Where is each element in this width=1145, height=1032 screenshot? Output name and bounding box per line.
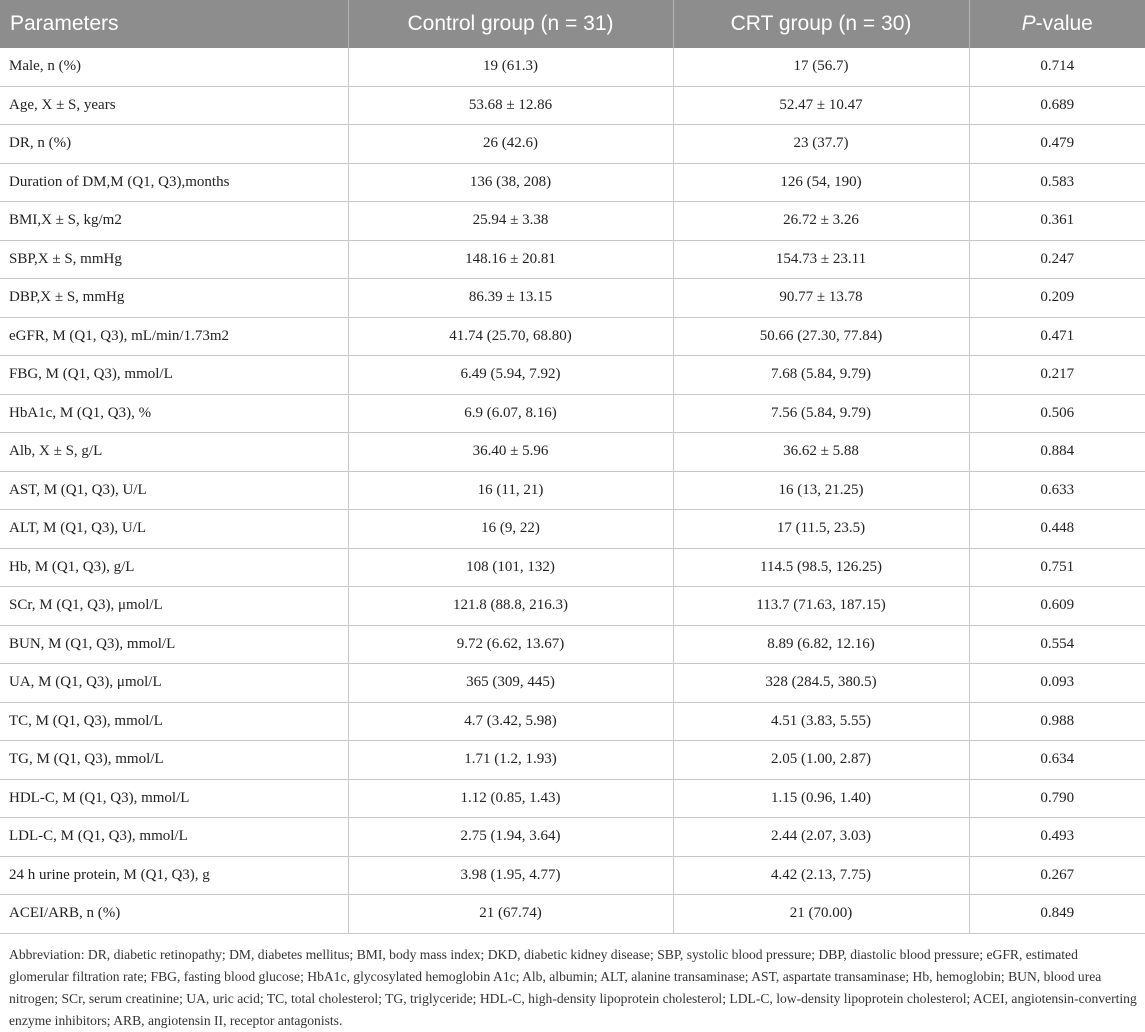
table-row [0, 317, 1145, 356]
cell-parameter: DBP,X ± S, mmHg [0, 279, 348, 318]
cell-p-value: 0.361 [969, 202, 1145, 241]
cell-parameter: SBP,X ± S, mmHg [0, 240, 348, 279]
cell-control-group: 6.9 (6.07, 8.16) [348, 394, 673, 433]
cell-p-value: 0.506 [969, 394, 1145, 433]
table-header [0, 0, 1145, 48]
cell-control-group: 36.40 ± 5.96 [348, 433, 673, 472]
table-row [0, 741, 1145, 780]
cell-p-value: 0.714 [969, 48, 1145, 86]
table-row [0, 394, 1145, 433]
cell-crt-group: 4.51 (3.83, 5.55) [673, 702, 969, 741]
table-row [0, 86, 1145, 125]
header-p-value-rest: -value [1035, 12, 1093, 35]
cell-crt-group: 113.7 (71.63, 187.15) [673, 587, 969, 626]
cell-parameter: Hb, M (Q1, Q3), g/L [0, 548, 348, 587]
cell-p-value: 0.790 [969, 779, 1145, 818]
table-row [0, 163, 1145, 202]
table-row [0, 664, 1145, 703]
cell-parameter: BUN, M (Q1, Q3), mmol/L [0, 625, 348, 664]
cell-parameter: ACEI/ARB, n (%) [0, 895, 348, 934]
cell-parameter: 24 h urine protein, M (Q1, Q3), g [0, 856, 348, 895]
cell-control-group: 365 (309, 445) [348, 664, 673, 703]
cell-crt-group: 2.44 (2.07, 3.03) [673, 818, 969, 857]
cell-crt-group: 26.72 ± 3.26 [673, 202, 969, 241]
cell-control-group: 16 (9, 22) [348, 510, 673, 549]
cell-control-group: 2.75 (1.94, 3.64) [348, 818, 673, 857]
cell-p-value: 0.554 [969, 625, 1145, 664]
cell-control-group: 86.39 ± 13.15 [348, 279, 673, 318]
cell-p-value: 0.751 [969, 548, 1145, 587]
cell-parameter: AST, M (Q1, Q3), U/L [0, 471, 348, 510]
table-row [0, 818, 1145, 857]
cell-parameter: ALT, M (Q1, Q3), U/L [0, 510, 348, 549]
table-row [0, 625, 1145, 664]
table-row [0, 587, 1145, 626]
header-p-value [969, 0, 1145, 48]
abbreviation-footnote: Abbreviation: DR, diabetic retinopathy; DM, diabetes mellitus; BMI, body mass index; DKD, diabetic kidney disease; SBP, systolic blood pressure; DBP, diastolic blood pressure; eGFR, estimated glomerular filtration rate; FBG, fasting blood glucose; HbA1c, glycosylated hemoglobin A1c; Alb, albumin; ALT, alanine transaminase; AST, aspartate transaminase; Hb, hemoglobin; BUN, blood urea nitrogen; SCr, serum creatinine; UA, uric acid; TC, total cholesterol; TG, triglyceride; HDL-C, high-density lipoprotein cholesterol; LDL-C, low-density lipoprotein cholesterol; ACEI, angiotensin-converting enzyme inhibitors; ARB, angiotensin II, receptor antagonists. [9, 946, 1137, 1028]
table-row [0, 48, 1145, 86]
cell-p-value: 0.689 [969, 86, 1145, 125]
cell-control-group: 21 (67.74) [348, 895, 673, 934]
cell-p-value: 0.884 [969, 433, 1145, 472]
cell-p-value: 0.448 [969, 510, 1145, 549]
cell-crt-group: 154.73 ± 23.11 [673, 240, 969, 279]
table-row [0, 702, 1145, 741]
cell-crt-group: 328 (284.5, 380.5) [673, 664, 969, 703]
cell-p-value: 0.093 [969, 664, 1145, 703]
cell-crt-group: 126 (54, 190) [673, 163, 969, 202]
cell-crt-group: 21 (70.00) [673, 895, 969, 934]
cell-parameter: TC, M (Q1, Q3), mmol/L [0, 702, 348, 741]
cell-control-group: 53.68 ± 12.86 [348, 86, 673, 125]
cell-control-group: 19 (61.3) [348, 48, 673, 86]
cell-control-group: 148.16 ± 20.81 [348, 240, 673, 279]
cell-parameter: BMI,X ± S, kg/m2 [0, 202, 348, 241]
cell-control-group: 25.94 ± 3.38 [348, 202, 673, 241]
cell-control-group: 108 (101, 132) [348, 548, 673, 587]
table-row [0, 240, 1145, 279]
cell-p-value: 0.267 [969, 856, 1145, 895]
cell-control-group: 16 (11, 21) [348, 471, 673, 510]
table-row [0, 125, 1145, 164]
cell-parameter: LDL-C, M (Q1, Q3), mmol/L [0, 818, 348, 857]
table-row [0, 279, 1145, 318]
table-row [0, 356, 1145, 395]
cell-crt-group: 90.77 ± 13.78 [673, 279, 969, 318]
table-row [0, 548, 1145, 587]
cell-p-value: 0.493 [969, 818, 1145, 857]
cell-p-value: 0.479 [969, 125, 1145, 164]
table-row [0, 433, 1145, 472]
header-control-group: Control group (n = 31) [348, 0, 673, 48]
cell-crt-group: 8.89 (6.82, 12.16) [673, 625, 969, 664]
cell-control-group: 41.74 (25.70, 68.80) [348, 317, 673, 356]
cell-p-value: 0.633 [969, 471, 1145, 510]
table-row [0, 856, 1145, 895]
cell-parameter: Age, X ± S, years [0, 86, 348, 125]
cell-control-group: 3.98 (1.95, 4.77) [348, 856, 673, 895]
cell-parameter: SCr, M (Q1, Q3), μmol/L [0, 587, 348, 626]
cell-crt-group: 17 (56.7) [673, 48, 969, 86]
cell-crt-group: 7.68 (5.84, 9.79) [673, 356, 969, 395]
cell-control-group: 1.12 (0.85, 1.43) [348, 779, 673, 818]
cell-parameter: UA, M (Q1, Q3), μmol/L [0, 664, 348, 703]
cell-crt-group: 52.47 ± 10.47 [673, 86, 969, 125]
cell-p-value: 0.209 [969, 279, 1145, 318]
table-row [0, 895, 1145, 934]
cell-control-group: 6.49 (5.94, 7.92) [348, 356, 673, 395]
header-p-value-italic: P [1021, 12, 1036, 35]
cell-crt-group: 2.05 (1.00, 2.87) [673, 741, 969, 780]
cell-parameter: TG, M (Q1, Q3), mmol/L [0, 741, 348, 780]
cell-p-value: 0.634 [969, 741, 1145, 780]
cell-p-value: 0.583 [969, 163, 1145, 202]
cell-parameter: FBG, M (Q1, Q3), mmol/L [0, 356, 348, 395]
cell-crt-group: 50.66 (27.30, 77.84) [673, 317, 969, 356]
cell-crt-group: 114.5 (98.5, 126.25) [673, 548, 969, 587]
cell-crt-group: 23 (37.7) [673, 125, 969, 164]
table-row [0, 202, 1145, 241]
cell-control-group: 1.71 (1.2, 1.93) [348, 741, 673, 780]
cell-p-value: 0.988 [969, 702, 1145, 741]
cell-p-value: 0.217 [969, 356, 1145, 395]
cell-parameter: Male, n (%) [0, 48, 348, 86]
cell-parameter: eGFR, M (Q1, Q3), mL/min/1.73m2 [0, 317, 348, 356]
cell-p-value: 0.247 [969, 240, 1145, 279]
cell-crt-group: 7.56 (5.84, 9.79) [673, 394, 969, 433]
table-body [0, 48, 1145, 933]
cell-control-group: 26 (42.6) [348, 125, 673, 164]
cell-p-value: 0.849 [969, 895, 1145, 934]
cell-crt-group: 4.42 (2.13, 7.75) [673, 856, 969, 895]
cell-parameter: Alb, X ± S, g/L [0, 433, 348, 472]
cell-crt-group: 17 (11.5, 23.5) [673, 510, 969, 549]
header-row [0, 0, 1145, 48]
table-row [0, 510, 1145, 549]
cell-crt-group: 16 (13, 21.25) [673, 471, 969, 510]
cell-crt-group: 36.62 ± 5.88 [673, 433, 969, 472]
cell-control-group: 4.7 (3.42, 5.98) [348, 702, 673, 741]
cell-parameter: HbA1c, M (Q1, Q3), % [0, 394, 348, 433]
table-row [0, 779, 1145, 818]
cell-parameter: DR, n (%) [0, 125, 348, 164]
cell-crt-group: 1.15 (0.96, 1.40) [673, 779, 969, 818]
cell-control-group: 136 (38, 208) [348, 163, 673, 202]
header-parameters: Parameters [0, 0, 348, 48]
cell-p-value: 0.471 [969, 317, 1145, 356]
cell-parameter: HDL-C, M (Q1, Q3), mmol/L [0, 779, 348, 818]
header-crt-group: CRT group (n = 30) [673, 0, 969, 48]
cell-control-group: 9.72 (6.62, 13.67) [348, 625, 673, 664]
cell-control-group: 121.8 (88.8, 216.3) [348, 587, 673, 626]
table-row [0, 471, 1145, 510]
cell-p-value: 0.609 [969, 587, 1145, 626]
cell-parameter: Duration of DM,M (Q1, Q3),months [0, 163, 348, 202]
